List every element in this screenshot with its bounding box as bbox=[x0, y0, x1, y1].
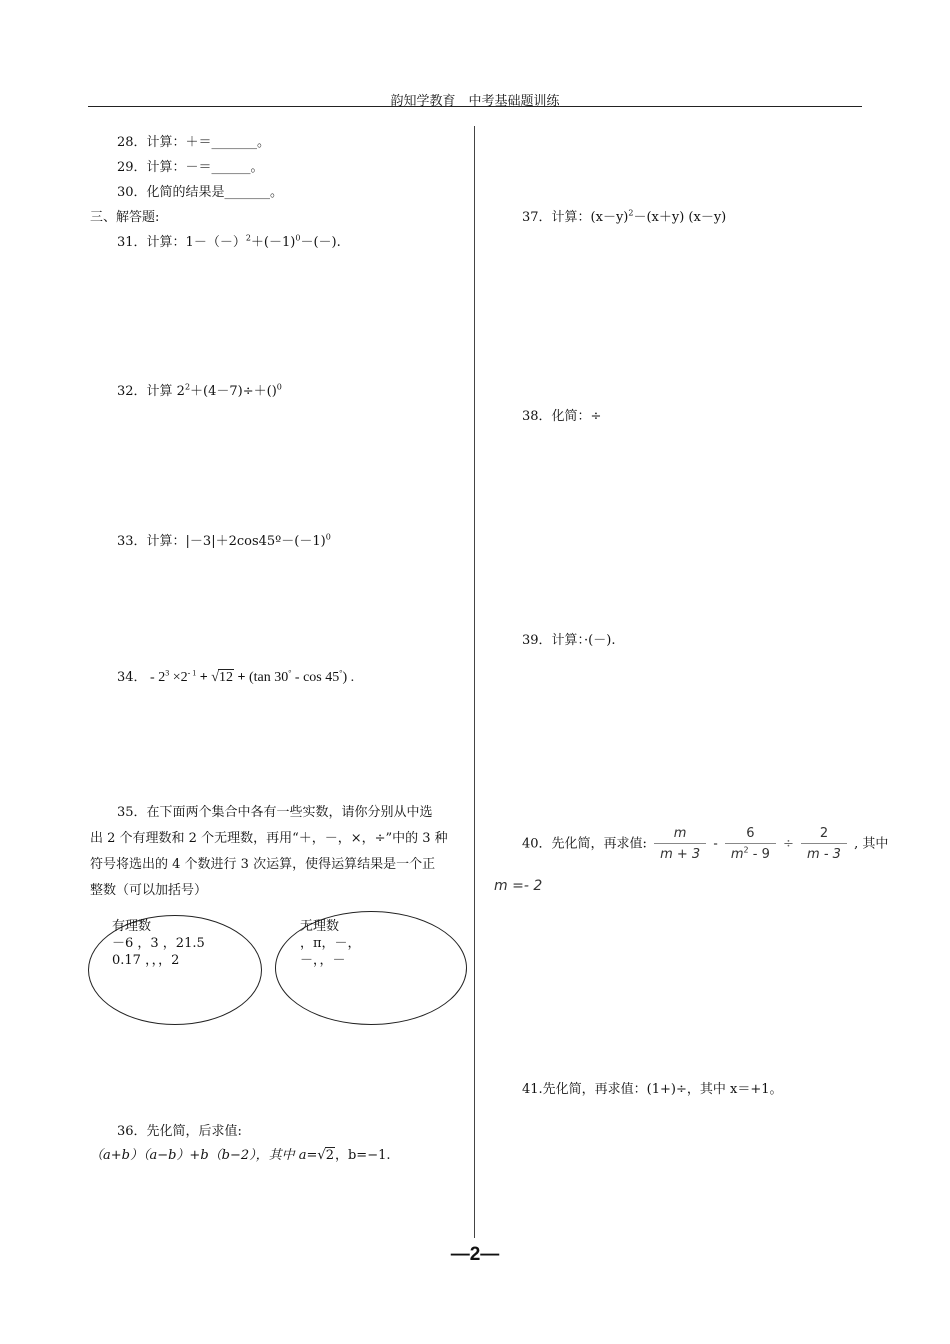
q35-line-1: 35．在下面两个集合中各有一些实数，请你分别从中选 bbox=[117, 805, 433, 820]
q35-line-2: 出 2 个有理数和 2 个无理数，再用“＋，－，×，÷”中的 3 种 bbox=[90, 831, 448, 846]
section-heading: 三、解答题: bbox=[90, 210, 160, 225]
q36-radicand: 2 bbox=[325, 1148, 334, 1163]
q34-exp2: - 1 bbox=[187, 668, 197, 678]
q40-label: 40．先化简，再求值: bbox=[522, 836, 647, 852]
column-divider bbox=[474, 126, 475, 1238]
q34-cos: - cos 45 bbox=[291, 670, 340, 685]
rational-set-title: 有理数 bbox=[112, 919, 152, 934]
question-28: 28．计算：＋＝_______。 bbox=[117, 135, 271, 150]
question-32 bbox=[117, 380, 282, 399]
q40-fraction-2 bbox=[725, 826, 776, 862]
q36-tail: ，b=−1. bbox=[334, 1148, 391, 1163]
header-rule bbox=[88, 106, 862, 107]
question-41: 41.先化简，再求值：(1+)÷，其中 x＝+1。 bbox=[522, 1082, 783, 1097]
q40-f1-denominator: m + 3 bbox=[660, 847, 701, 862]
page-number: —2— bbox=[450, 1244, 500, 1265]
question-31 bbox=[117, 231, 341, 250]
q34-sqrt: √12 bbox=[211, 670, 233, 685]
q40-f3-numerator: 2 bbox=[801, 826, 847, 844]
q36-sqrt: √2 bbox=[317, 1148, 334, 1163]
q40-f2-denominator bbox=[725, 844, 776, 862]
q40-f2-den-tail: - 9 bbox=[748, 847, 770, 862]
question-37 bbox=[522, 206, 726, 225]
q34-times: ×2 bbox=[172, 670, 188, 685]
question-38: 38．化简：÷ bbox=[522, 409, 602, 424]
question-36-expr bbox=[90, 1144, 391, 1163]
q40-minus: - bbox=[713, 836, 718, 852]
rational-set bbox=[112, 918, 205, 969]
question-30: 30．化简的结果是_______。 bbox=[117, 185, 284, 200]
q34-plus2: + bbox=[237, 670, 246, 685]
q35-line-4: 整数（可以加括号） bbox=[90, 883, 208, 898]
question-34 bbox=[117, 666, 354, 686]
q34-radicand: 12 bbox=[218, 670, 233, 685]
irrational-set-title: 无理数 bbox=[300, 919, 340, 934]
q34-label: 34． bbox=[117, 670, 147, 685]
q40-tail: , 其中 bbox=[854, 836, 889, 852]
q34-deg2: ° bbox=[339, 668, 343, 678]
q37-text: 37．计算：(x－y) bbox=[522, 210, 629, 225]
q33-exp-zero: 0 bbox=[325, 532, 331, 542]
q40-f1-numerator: m bbox=[654, 826, 706, 844]
q34-deg1: ° bbox=[288, 668, 292, 678]
q40-fraction-1 bbox=[654, 826, 706, 862]
q34-tail: ) . bbox=[342, 670, 355, 685]
question-40 bbox=[522, 826, 888, 862]
q37-exp: 2 bbox=[628, 208, 634, 218]
q34-base: 2 bbox=[158, 670, 166, 685]
q34-tan: (tan 30 bbox=[248, 670, 289, 685]
q34-exp1: 3 bbox=[165, 668, 170, 678]
question-39: 39．计算：·(－). bbox=[522, 633, 616, 648]
q40-condition: m =- 2 bbox=[494, 878, 543, 894]
question-33 bbox=[117, 530, 331, 549]
q40-fraction-3 bbox=[801, 826, 847, 862]
q32-text-mid: ＋(4－7)÷＋() bbox=[190, 384, 277, 399]
irrational-set bbox=[300, 918, 361, 969]
q31-exp-zero: 0 bbox=[295, 233, 301, 243]
q31-exp: 2 bbox=[245, 233, 251, 243]
q35-line-3: 符号将选出的 4 个数进行 3 次运算，使得运算结果是一个正 bbox=[90, 857, 436, 872]
q34-plus1: + bbox=[199, 670, 208, 685]
q40-divide: ÷ bbox=[783, 836, 794, 852]
question-29: 29．计算：－＝______。 bbox=[117, 160, 264, 175]
q33-text: 33．计算：|－3|＋2cos45º－(－1) bbox=[117, 534, 326, 549]
q32-text: 32．计算 2 bbox=[117, 384, 185, 399]
q32-exp: 2 bbox=[184, 382, 191, 392]
q36-expr: （a+b）（a−b）+b（b−2），其中 a= bbox=[90, 1148, 318, 1163]
irrational-set-line-1: ，π，－， bbox=[300, 936, 361, 951]
q31-text-tail: －(－). bbox=[300, 235, 341, 250]
q40-f2-den-var: m bbox=[730, 847, 744, 862]
rational-set-line-1: －6 ，3 ，21.5 bbox=[112, 936, 205, 951]
page-header: 韵知学教育 中考基础题训练 bbox=[390, 94, 560, 109]
rational-set-line-2: 0.17 ，，，2 bbox=[112, 953, 180, 968]
q31-text-mid: ＋(－1) bbox=[250, 235, 296, 250]
question-35 bbox=[90, 800, 448, 904]
q34-minus: - bbox=[150, 670, 155, 685]
irrational-set-line-2: －，，－ bbox=[300, 953, 346, 968]
q31-text: 31．计算：1－（－） bbox=[117, 235, 246, 250]
q37-tail: －(x＋y) (x－y) bbox=[633, 210, 727, 225]
q40-f2-numerator: 6 bbox=[725, 826, 776, 844]
q40-f2-den-exp: 2 bbox=[743, 845, 749, 855]
question-36-title: 36．先化简，后求值: bbox=[117, 1124, 242, 1139]
q40-f3-denominator: m - 3 bbox=[807, 847, 841, 862]
q32-exp-zero: 0 bbox=[276, 382, 282, 392]
